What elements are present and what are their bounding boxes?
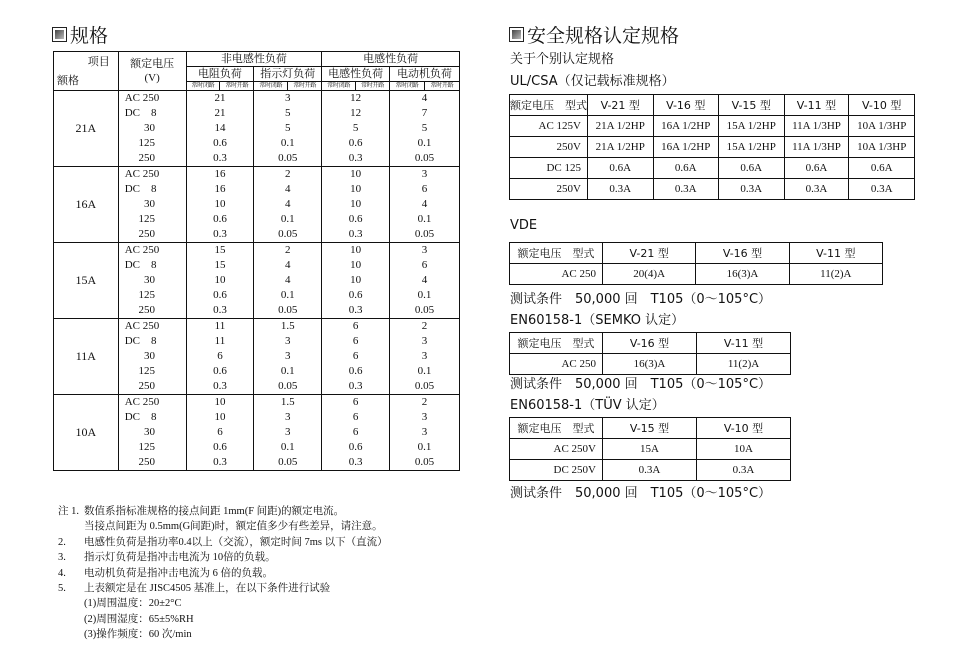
table-row xyxy=(510,264,883,285)
value-cell: 2 xyxy=(390,395,460,411)
table-row xyxy=(510,179,915,200)
voltage-cell: 125 xyxy=(118,364,186,379)
nc-label: 常时闭路 xyxy=(254,82,288,91)
value-cell: 11A 1/3HP xyxy=(784,116,849,137)
value-cell: 0.05 xyxy=(254,151,322,167)
note-text: 上表额定是在 JISC4505 基准上，在以下条件进行试验 xyxy=(84,583,331,595)
vde-table xyxy=(509,242,883,285)
no-label: 常时开路 xyxy=(424,82,459,91)
note-text: 指示灯负荷是指冲击电流为 10倍的负载。 xyxy=(84,552,276,564)
note-number xyxy=(58,627,84,642)
value-cell: 0.1 xyxy=(390,364,460,379)
value-cell: 6 xyxy=(322,410,390,425)
value-cell: 15 xyxy=(186,243,254,259)
voltage-cell: 125 xyxy=(118,136,186,151)
semko-label: EN60158-1（SEMKO 认定） xyxy=(510,313,685,328)
type-label: 型式 xyxy=(572,422,595,435)
value-cell: 0.1 xyxy=(390,136,460,151)
value-cell: 4 xyxy=(254,197,322,212)
value-cell: 0.6 xyxy=(322,212,390,227)
value-cell: 0.3 xyxy=(322,455,390,471)
note-number: 注 1. xyxy=(58,506,79,517)
test-condition-3: 测试条件 50,000 回 T105（0～105°C） xyxy=(510,486,772,501)
value-cell: 0.3 xyxy=(322,151,390,167)
value-cell: 0.05 xyxy=(390,379,460,395)
vde-label: VDE xyxy=(510,218,538,233)
value-cell: 0.05 xyxy=(254,455,322,471)
value-cell: 10 xyxy=(322,167,390,183)
value-cell: 6 xyxy=(390,182,460,197)
model-header: V-21 型 xyxy=(603,243,696,264)
value-cell: 15 xyxy=(186,258,254,273)
value-cell: 10 xyxy=(186,395,254,411)
voltage-cell: DC 250V xyxy=(510,460,603,481)
section-title-text: 安全规格认定规格 xyxy=(527,25,680,47)
inductive-load-header: 电感性负荷 xyxy=(322,67,390,82)
voltage-cell: 30 xyxy=(118,273,186,288)
value-cell: 4 xyxy=(254,273,322,288)
value-cell: 15A 1/2HP xyxy=(719,137,785,158)
value-cell: 16 xyxy=(186,167,254,183)
value-cell: 0.3 xyxy=(186,379,254,395)
value-cell: 4 xyxy=(254,182,322,197)
value-cell: 0.1 xyxy=(390,212,460,227)
voltage-cell: 30 xyxy=(118,197,186,212)
note-text: 数值系指标准规格的接点间距 1mm(F 间距)的额定电流。 xyxy=(84,506,345,517)
voltage-cell: AC 125V xyxy=(510,116,588,137)
ul-csa-label: UL/CSA（仅记载标准规格） xyxy=(510,74,675,89)
model-header: V-11 型 xyxy=(697,333,791,354)
value-cell: 0.05 xyxy=(390,455,460,471)
table-row xyxy=(510,137,915,158)
value-cell: 0.6A xyxy=(653,158,719,179)
header-row xyxy=(510,418,791,439)
value-cell: 0.1 xyxy=(390,288,460,303)
note-number xyxy=(58,612,84,627)
rated-voltage-label: 额定电压 xyxy=(517,247,562,260)
value-cell: 12 xyxy=(322,91,390,107)
value-cell: 10 xyxy=(322,197,390,212)
type-label: 型式 xyxy=(572,247,595,260)
value-cell: 5 xyxy=(254,106,322,121)
value-cell: 3 xyxy=(390,243,460,259)
ul-csa-table xyxy=(509,94,915,200)
model-header: V-15 型 xyxy=(603,418,697,439)
value-cell: 21 xyxy=(186,106,254,121)
voltage-cell: 250 xyxy=(118,303,186,319)
nc-label: 常时闭路 xyxy=(186,82,220,91)
table-row xyxy=(510,460,791,481)
value-cell: 10 xyxy=(322,258,390,273)
rated-voltage-label: 额定电压 xyxy=(517,422,562,435)
value-cell: 0.6 xyxy=(322,288,390,303)
test-condition-2: 测试条件 50,000 回 T105（0～105°C） xyxy=(510,377,772,392)
tuv-table xyxy=(509,417,791,481)
value-cell: 11 xyxy=(186,334,254,349)
value-cell: 0.3A xyxy=(588,179,654,200)
header-row xyxy=(510,95,915,116)
type-label: 型式 xyxy=(565,99,587,112)
voltage-cell: 250 xyxy=(118,455,186,471)
voltage-cell: AC 250 xyxy=(118,395,186,411)
note-line xyxy=(58,596,388,611)
value-cell: 0.05 xyxy=(390,151,460,167)
model-header: V-16 型 xyxy=(653,95,719,116)
value-cell: 10 xyxy=(322,273,390,288)
value-cell: 0.6A xyxy=(784,158,849,179)
value-cell: 3 xyxy=(390,425,460,440)
no-label: 常时开路 xyxy=(288,82,322,91)
value-cell: 2 xyxy=(254,167,322,183)
value-cell: 0.3 xyxy=(322,227,390,243)
voltage-cell: DC 125 xyxy=(510,158,588,179)
table-row xyxy=(510,116,915,137)
voltage-cell: 30 xyxy=(118,121,186,136)
section-title-safety xyxy=(509,21,679,48)
value-cell: 4 xyxy=(254,258,322,273)
voltage-cell: AC 250 xyxy=(510,264,603,285)
value-cell: 6 xyxy=(322,334,390,349)
value-cell: 3 xyxy=(254,349,322,364)
value-cell: 0.05 xyxy=(254,227,322,243)
table-row xyxy=(54,243,460,259)
volt-unit-label: (V) xyxy=(144,72,160,84)
value-cell: 6 xyxy=(322,319,390,335)
header-row xyxy=(510,333,791,354)
note-text: 电感性负荷是指功率0.4以上（交流），额定时间 7ms 以下（直流） xyxy=(84,536,388,548)
type-label: 型式 xyxy=(572,337,595,350)
section-title-text: 规格 xyxy=(70,25,109,47)
note-text: (1)周围温度：20±2°C xyxy=(84,598,182,610)
value-cell: 3 xyxy=(254,425,322,440)
value-cell: 0.05 xyxy=(254,303,322,319)
value-cell: 0.6 xyxy=(186,212,254,227)
value-cell: 12 xyxy=(322,106,390,121)
no-label: 常时开路 xyxy=(220,82,254,91)
footnotes xyxy=(58,504,388,643)
value-cell: 0.1 xyxy=(254,136,322,151)
value-cell: 0.3 xyxy=(322,379,390,395)
table-row xyxy=(54,167,460,183)
value-cell: 2 xyxy=(254,243,322,259)
voltage-cell: 250V xyxy=(510,137,588,158)
value-cell: 0.3 xyxy=(186,151,254,167)
value-cell: 10 xyxy=(322,243,390,259)
note-line xyxy=(58,581,388,596)
model-header: V-16 型 xyxy=(696,243,789,264)
rated-voltage-label: 额定电压 xyxy=(130,57,175,70)
table-row xyxy=(510,439,791,460)
value-cell: 6 xyxy=(186,425,254,440)
model-header: V-21 型 xyxy=(588,95,654,116)
voltage-cell: 250 xyxy=(118,379,186,395)
corner-header xyxy=(510,418,603,439)
table-row xyxy=(54,395,460,411)
value-cell: 11A 1/3HP xyxy=(784,137,849,158)
rated-voltage-label: 额定电压 xyxy=(517,337,562,350)
value-cell: 0.3A xyxy=(697,460,791,481)
resistive-load-header: 电阻负荷 xyxy=(186,67,254,82)
note-text: 电动机负荷是指冲击电流为 6 倍的负载。 xyxy=(84,567,273,579)
voltage-cell: AC 250 xyxy=(118,243,186,259)
value-cell: 0.3A xyxy=(849,179,915,200)
corner-header xyxy=(510,243,603,264)
value-cell: 0.6A xyxy=(849,158,915,179)
value-cell: 6 xyxy=(322,349,390,364)
value-cell: 11(2)A xyxy=(789,264,882,285)
voltage-cell: DC 8 xyxy=(118,106,186,121)
value-cell: 5 xyxy=(390,121,460,136)
note-number: 2. xyxy=(58,536,66,548)
model-header: V-11 型 xyxy=(789,243,882,264)
value-cell: 4 xyxy=(390,273,460,288)
value-cell: 0.1 xyxy=(254,440,322,455)
non-inductive-header: 非电感性负荷 xyxy=(186,52,322,67)
semko-table xyxy=(509,332,791,375)
table-row xyxy=(54,91,460,107)
value-cell: 0.6 xyxy=(186,288,254,303)
value-cell: 0.3 xyxy=(186,303,254,319)
section-title-specs xyxy=(52,21,108,48)
motor-load-header: 电动机负荷 xyxy=(390,67,460,82)
note-line xyxy=(58,550,388,565)
value-cell: 10 xyxy=(186,197,254,212)
value-cell: 0.6A xyxy=(588,158,654,179)
value-cell: 3 xyxy=(390,334,460,349)
value-cell: 0.3A xyxy=(603,460,697,481)
voltage-cell: 250V xyxy=(510,179,588,200)
value-cell: 0.6 xyxy=(322,364,390,379)
voltage-cell: DC 8 xyxy=(118,258,186,273)
inductive-header: 电感性负荷 xyxy=(322,52,460,67)
voltage-cell: DC 8 xyxy=(118,182,186,197)
voltage-cell: 125 xyxy=(118,288,186,303)
note-line xyxy=(58,612,388,627)
rated-voltage-header xyxy=(118,52,186,91)
value-cell: 15A 1/2HP xyxy=(719,116,785,137)
value-cell: 6 xyxy=(322,425,390,440)
value-cell: 0.3A xyxy=(653,179,719,200)
value-cell: 20(4)A xyxy=(603,264,696,285)
item-label: 项目 xyxy=(87,55,110,68)
lamp-load-header: 指示灯负荷 xyxy=(254,67,322,82)
value-cell: 10 xyxy=(322,182,390,197)
rating-amp-cell: 10A xyxy=(54,395,119,471)
value-cell: 0.6 xyxy=(322,440,390,455)
value-cell: 0.6A xyxy=(719,158,785,179)
value-cell: 10A xyxy=(697,439,791,460)
value-cell: 11(2)A xyxy=(697,354,791,375)
value-cell: 0.6 xyxy=(186,440,254,455)
item-rating-header xyxy=(54,52,119,91)
value-cell: 0.1 xyxy=(254,212,322,227)
model-header: V-16 型 xyxy=(603,333,697,354)
value-cell: 10A 1/3HP xyxy=(849,137,915,158)
note-text: 当接点间距为 0.5mm(G间距)时，额定值多少有些差异，请注意。 xyxy=(84,521,383,533)
note-number: 4. xyxy=(58,567,66,579)
rating-amp-cell: 21A xyxy=(54,91,119,167)
model-header: V-10 型 xyxy=(697,418,791,439)
corner-header xyxy=(510,95,588,116)
table-row xyxy=(54,319,460,335)
value-cell: 21A 1/2HP xyxy=(588,137,654,158)
value-cell: 0.1 xyxy=(254,288,322,303)
voltage-cell: DC 8 xyxy=(118,334,186,349)
value-cell: 0.6 xyxy=(186,136,254,151)
corner-header xyxy=(510,333,603,354)
voltage-cell: 250 xyxy=(118,227,186,243)
value-cell: 0.3A xyxy=(784,179,849,200)
value-cell: 1.5 xyxy=(254,395,322,411)
table-row xyxy=(510,158,915,179)
value-cell: 10 xyxy=(186,273,254,288)
note-number: 3. xyxy=(58,552,66,564)
note-line xyxy=(58,566,388,581)
rating-amp-cell: 11A xyxy=(54,319,119,395)
value-cell: 3 xyxy=(254,91,322,107)
value-cell: 0.3 xyxy=(322,303,390,319)
note-number xyxy=(58,519,84,534)
note-line xyxy=(58,504,388,519)
note-line xyxy=(58,519,388,534)
value-cell: 0.05 xyxy=(254,379,322,395)
voltage-cell: AC 250 xyxy=(510,354,603,375)
voltage-cell: AC 250 xyxy=(118,319,186,335)
value-cell: 4 xyxy=(390,91,460,107)
note-line xyxy=(58,627,388,642)
value-cell: 16A 1/2HP xyxy=(653,137,719,158)
rated-voltage-label: 额定电压 xyxy=(510,99,554,112)
value-cell: 3 xyxy=(254,334,322,349)
note-text: (3)操作频度：60 次/min xyxy=(84,629,192,641)
square-bullet-icon xyxy=(509,27,524,42)
value-cell: 16(3)A xyxy=(696,264,789,285)
value-cell: 3 xyxy=(390,410,460,425)
value-cell: 10A 1/3HP xyxy=(849,116,915,137)
value-cell: 2 xyxy=(390,319,460,335)
value-cell: 21 xyxy=(186,91,254,107)
value-cell: 3 xyxy=(390,349,460,364)
note-text: (2)周围湿度：65±5%RH xyxy=(84,613,194,625)
subtitle: 关于个别认定规格 xyxy=(510,52,615,67)
value-cell: 0.3 xyxy=(186,227,254,243)
voltage-cell: AC 250 xyxy=(118,91,186,107)
value-cell: 0.05 xyxy=(390,303,460,319)
voltage-cell: AC 250 xyxy=(118,167,186,183)
value-cell: 0.6 xyxy=(186,364,254,379)
note-number: 5. xyxy=(58,583,66,595)
table-row xyxy=(510,354,791,375)
rating-amp-cell: 15A xyxy=(54,243,119,319)
value-cell: 6 xyxy=(390,258,460,273)
model-header: V-11 型 xyxy=(784,95,849,116)
rating-amp-cell: 16A xyxy=(54,167,119,243)
value-cell: 5 xyxy=(322,121,390,136)
value-cell: 16 xyxy=(186,182,254,197)
value-cell: 0.05 xyxy=(390,227,460,243)
value-cell: 4 xyxy=(390,197,460,212)
value-cell: 0.1 xyxy=(254,364,322,379)
voltage-cell: 250 xyxy=(118,151,186,167)
value-cell: 15A xyxy=(603,439,697,460)
rating-label: 额格 xyxy=(57,74,79,87)
value-cell: 6 xyxy=(322,395,390,411)
voltage-cell: AC 250V xyxy=(510,439,603,460)
nc-label: 常时闭路 xyxy=(322,82,356,91)
value-cell: 0.3 xyxy=(186,455,254,471)
value-cell: 10 xyxy=(186,410,254,425)
no-label: 常时开路 xyxy=(356,82,390,91)
value-cell: 16(3)A xyxy=(603,354,697,375)
tuv-label: EN60158-1（TÜV 认定） xyxy=(510,398,665,413)
value-cell: 16A 1/2HP xyxy=(653,116,719,137)
square-bullet-icon xyxy=(52,27,67,42)
value-cell: 3 xyxy=(254,410,322,425)
value-cell: 5 xyxy=(254,121,322,136)
value-cell: 0.3A xyxy=(719,179,785,200)
ratings-table xyxy=(53,51,460,471)
voltage-cell: 125 xyxy=(118,440,186,455)
value-cell: 6 xyxy=(186,349,254,364)
voltage-cell: 30 xyxy=(118,349,186,364)
value-cell: 14 xyxy=(186,121,254,136)
header-row xyxy=(510,243,883,264)
value-cell: 7 xyxy=(390,106,460,121)
note-number xyxy=(58,596,84,611)
model-header: V-10 型 xyxy=(849,95,915,116)
value-cell: 3 xyxy=(390,167,460,183)
value-cell: 21A 1/2HP xyxy=(588,116,654,137)
model-header: V-15 型 xyxy=(719,95,785,116)
value-cell: 0.6 xyxy=(322,136,390,151)
note-line xyxy=(58,535,388,550)
value-cell: 0.1 xyxy=(390,440,460,455)
voltage-cell: 125 xyxy=(118,212,186,227)
voltage-cell: 30 xyxy=(118,425,186,440)
value-cell: 1.5 xyxy=(254,319,322,335)
value-cell: 11 xyxy=(186,319,254,335)
test-condition-1: 测试条件 50,000 回 T105（0～105°C） xyxy=(510,292,772,307)
nc-label: 常时闭路 xyxy=(390,82,425,91)
voltage-cell: DC 8 xyxy=(118,410,186,425)
